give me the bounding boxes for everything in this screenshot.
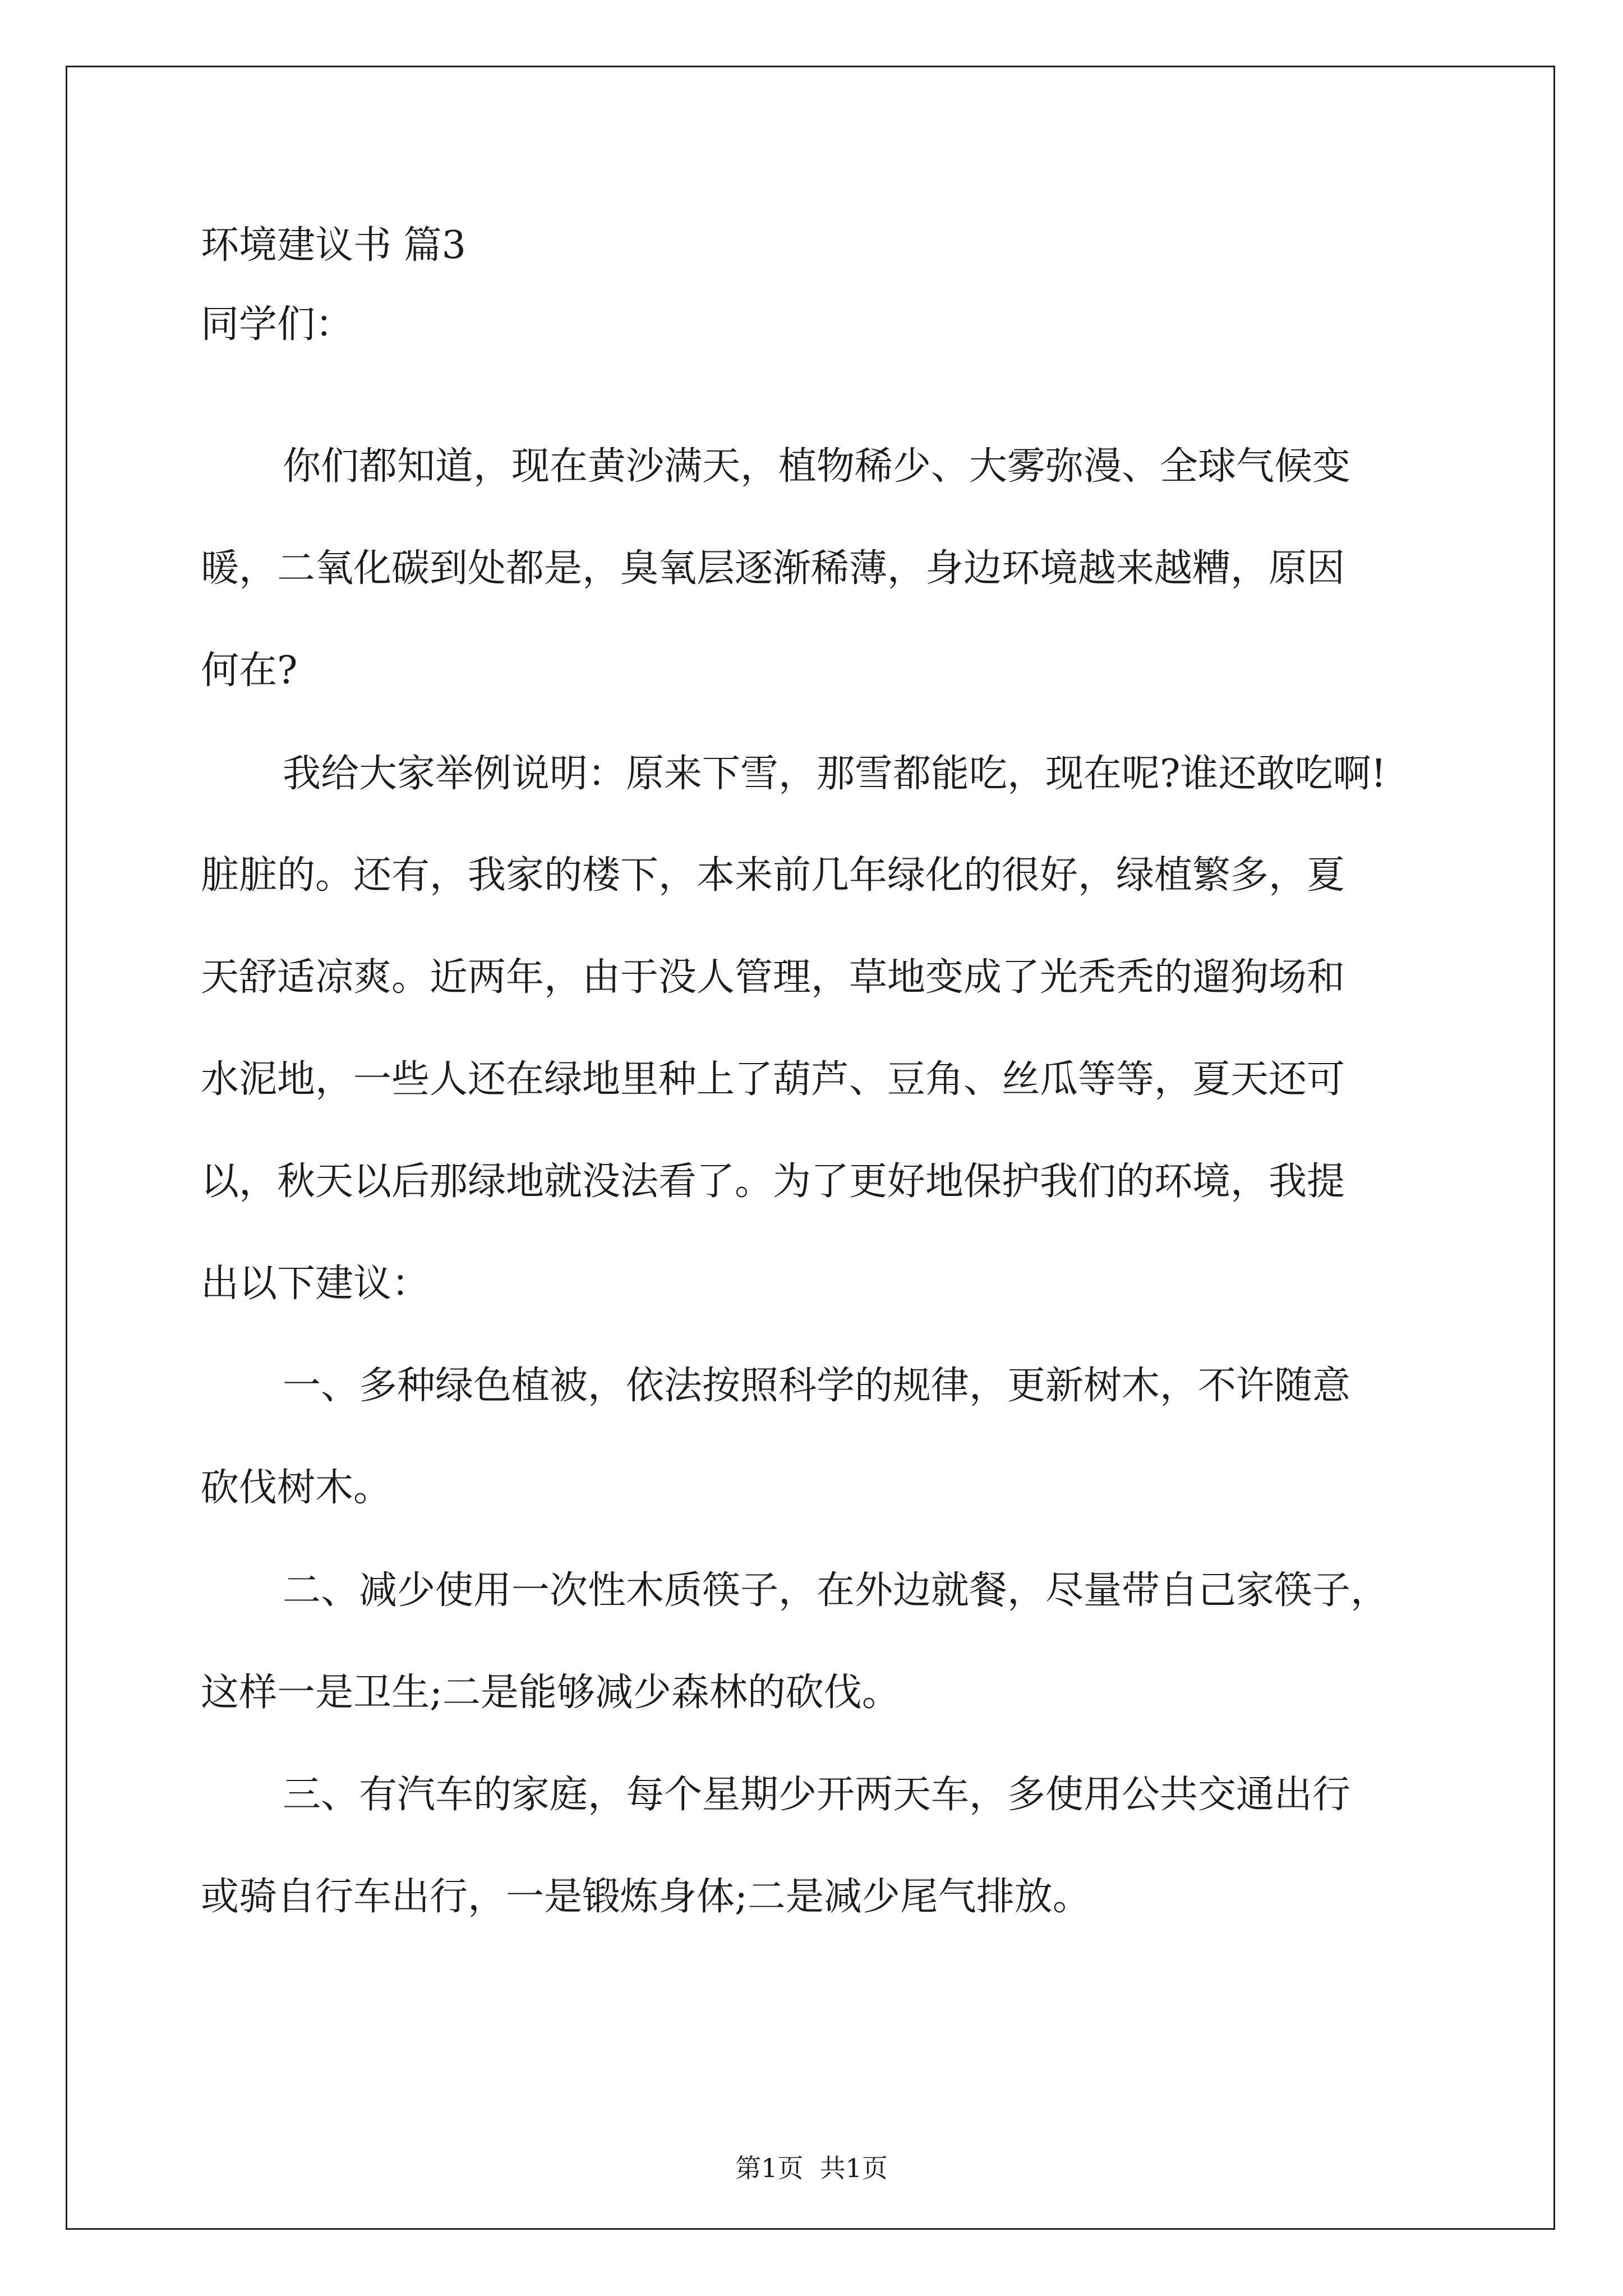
suggestion-3-line-2: 或骑自行车出行，一是锻炼身体;二是减少尾气排放。 bbox=[201, 1875, 1091, 1919]
paragraph-2-line-5: 以，秋天以后那绿地就没法看了。为了更好地保护我们的环境，我提 bbox=[201, 1159, 1345, 1204]
suggestion-2-line-1: 二、减少使用一次性木质筷子，在外边就餐，尽量带自己家筷子， bbox=[283, 1568, 1389, 1613]
suggestion-3-line-1: 三、有汽车的家庭，每个星期少开两天车，多使用公共交通出行 bbox=[283, 1773, 1351, 1817]
paragraph-1-line-3: 何在? bbox=[201, 648, 298, 693]
paragraph-2-line-2: 脏脏的。还有，我家的楼下，本来前几年绿化的很好，绿植繁多，夏 bbox=[201, 853, 1345, 898]
paragraph-1-line-2: 暖，二氧化碳到处都是，臭氧层逐渐稀薄，身边环境越来越糟，原因 bbox=[201, 546, 1345, 591]
suggestion-1-line-1: 一、多种绿色植被，依法按照科学的规律，更新树木，不许随意 bbox=[283, 1364, 1351, 1408]
salutation: 同学们： bbox=[201, 302, 354, 347]
paragraph-2-line-4: 水泥地，一些人还在绿地里种上了葫芦、豆角、丝瓜等等，夏天还可 bbox=[201, 1057, 1345, 1102]
paragraph-1-line-1: 你们都知道，现在黄沙满天，植物稀少、大雾弥漫、全球气候变 bbox=[283, 444, 1351, 489]
paragraph-2-line-1: 我给大家举例说明：原来下雪，那雪都能吃，现在呢?谁还敢吃啊! bbox=[283, 752, 1386, 796]
suggestion-2-line-2: 这样一是卫生;二是能够减少森林的砍伐。 bbox=[201, 1671, 900, 1715]
paragraph-2-line-6: 出以下建议： bbox=[201, 1262, 430, 1306]
page-footer: 第1页 共1页 bbox=[735, 2153, 888, 2183]
suggestion-1-line-2: 砍伐树木。 bbox=[201, 1466, 392, 1510]
document-title: 环境建议书 篇3 bbox=[201, 223, 466, 268]
paragraph-2-line-3: 天舒适凉爽。近两年，由于没人管理，草地变成了光秃秃的遛狗场和 bbox=[201, 955, 1345, 1000]
